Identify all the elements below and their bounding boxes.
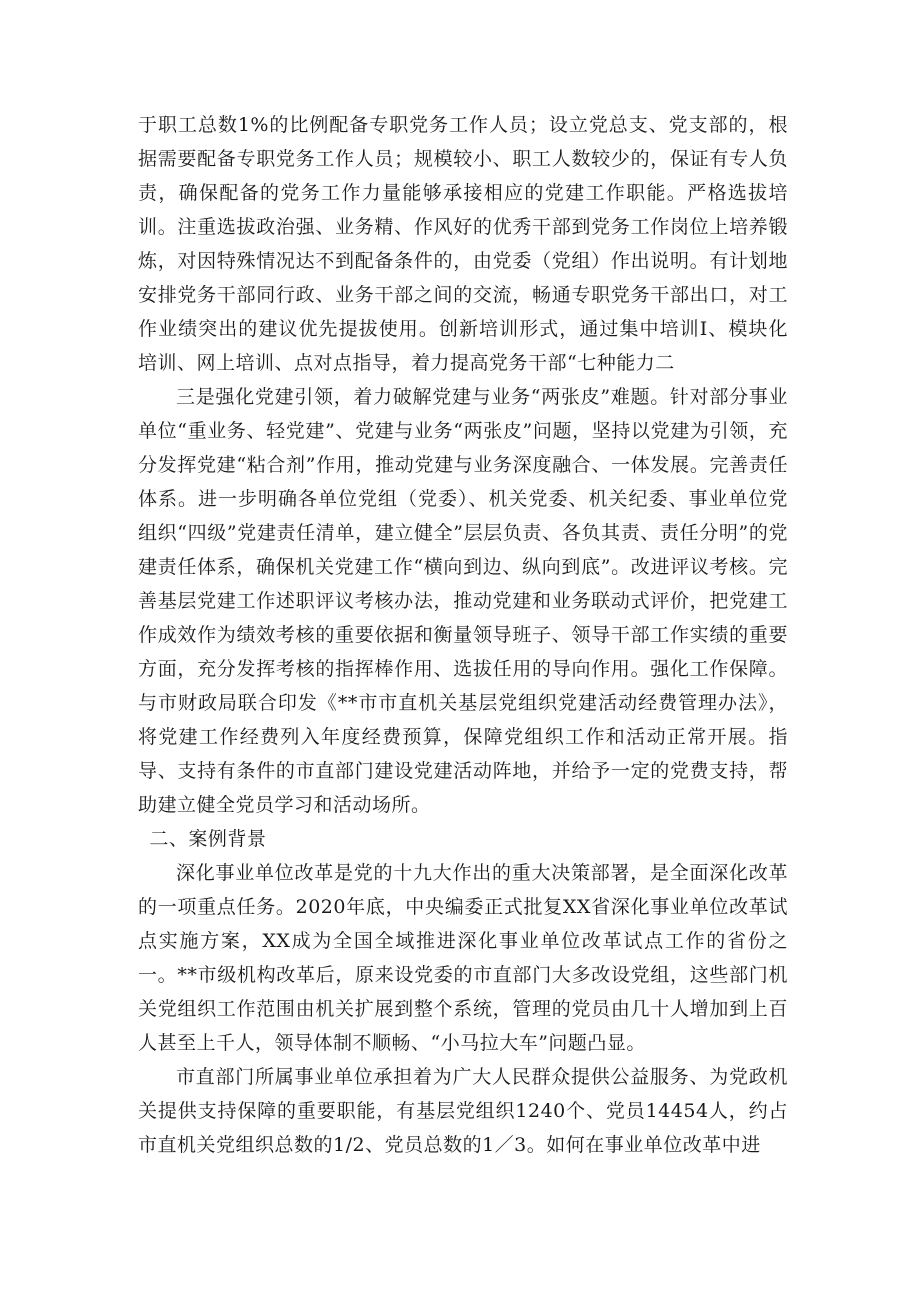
paragraph-party-leadership: 三是强化党建引领，着力破解党建与业务“两张皮”难题。针对部分事业单位“重业务、轻党建”、党建与业务“两张皮”问题，坚持以党建为引领，充分发挥党建“粘合剂”作用，推动党建与业务深度融合、一体发展。完善责任体系。进一步明确各单位党组（党委）、机关党委、机关纪委、事业单位党组织“四级”党建责任清单，建立健全”层层负责、各负其责、责任分明”的党建责任体系，确保机关党建工作“横向到边、纵向到底”。改进评议考核。完善基层党建工作述职评议考核办法，推动党建和业务联动式评价，把党建工作成效作为绩效考核的重要依据和衡量领导班子、领导干部工作实绩的重要方面，充分发挥考核的指挥棒作用、选拔任用的导向作用。强化工作保障。与市财政局联合印发《**市市直机关基层党组织党建活动经费管理办法》，将党建工作经费列入年度经费预算，保障党组织工作和活动正常开展。指导、支持有条件的市直部门建设党建活动阵地，并给予一定的党费支持，帮助建立健全党员学习和活动场所。 — [138, 386, 788, 816]
document-body — [138, 108, 788, 1162]
paragraph-institution-functions: 市直部门所属事业单位承担着为广大人民群众提供公益服务、为党政机关提供支持保障的重要职能，有基层党组织1240个、党员14454人，约占市直机关党组织总数的1/2、党员总数的1／3。如何在事业单位改革中进 — [138, 1066, 788, 1156]
section-heading-case-background: 二、案例背景 — [149, 828, 267, 850]
paragraph-reform-background: 深化事业单位改革是党的十九大作出的重大决策部署，是全面深化改革的一项重点任务。2020年底，中央编委正式批复XX省深化事业单位改革试点实施方案，XX成为全国全域推进深化事业单位改革试点工作的省份之一。**市级机构改革后，原来设党委的市直部门大多改设党组，这些部门机关党组织工作范围由机关扩展到整个系统，管理的党员由几十人增加到上百人甚至上千人，领导体制不顺畅、“小马拉大车”问题凸显。 — [138, 862, 788, 1054]
paragraph-continuation: 于职工总数1%的比例配备专职党务工作人员；设立党总支、党支部的，根据需要配备专职党务工作人员；规模较小、职工人数较少的，保证有专人负责，确保配备的党务工作力量能够承接相应的党建工作职能。严格选拔培训。注重选拔政治强、业务精、作风好的优秀干部到党务工作岗位上培养锻炼，对因特殊情况达不到配备条件的，由党委（党组）作出说明。有计划地安排党务干部同行政、业务干部之间的交流，畅通专职党务干部出口，对工作业绩突出的建议优先提拔使用。创新培训形式，通过集中培训Ⅰ、模块化培训、网上培训、点对点指导，着力提高党务干部“七种能力二 — [138, 114, 788, 374]
